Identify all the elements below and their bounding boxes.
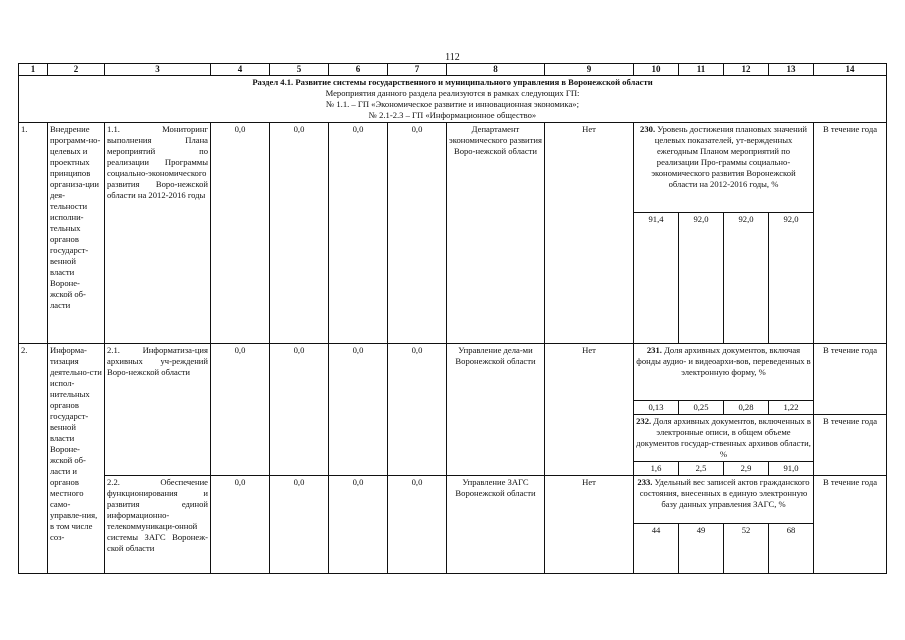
indicator-cell [634, 415, 814, 462]
term-cell: В течение года [814, 476, 887, 574]
indicator-value: 49 [679, 524, 724, 574]
indicator-text: Уровень достижения плановых значений целевых показателей, ут-вержденных ежегодным Планом мероприятий по реализации Про-граммы социально-экономического развития Воронежской области на 2012-2016 годы, % [651, 124, 807, 189]
executor-cell: Департамент экономического развития Воро-нежской области [447, 123, 545, 344]
direction-cell: Внедрение программ-но-целевых и проектных принципов организа-ции дея-тельности исполни-тельных органов государст-венной власти Вороне-жской об-ласти [48, 123, 105, 344]
header-cell: 6 [329, 64, 388, 76]
section-title: Раздел 4.1. Развитие системы государственного и муниципального управления в Воронежской области [252, 77, 653, 87]
table-row [19, 344, 887, 401]
indicator-text: Доля архивных документов, включенных в электронные описи, в общем объеме документов государ-ственных архивов области, % [636, 416, 811, 459]
value-cell: 0,0 [329, 123, 388, 344]
funding-cell: Нет [545, 123, 634, 344]
indicator-text: Доля архивных документов, включая фонды аудио- и видеоархи-вов, переведенных в электронную форму, % [636, 345, 811, 377]
header-cell: 11 [679, 64, 724, 76]
measures-table [18, 63, 887, 574]
indicator-number: 233. [637, 477, 653, 487]
indicator-text: Удельный вес записей актов гражданского состояния, внесенных в единую электронную базу данных управления ЗАГС, % [639, 477, 810, 509]
indicator-value: 92,0 [769, 213, 814, 344]
value-cell: 0,0 [211, 123, 270, 344]
funding-cell: Нет [545, 344, 634, 476]
header-cell: 9 [545, 64, 634, 76]
indicator-value: 2,5 [679, 462, 724, 476]
value-cell: 0,0 [270, 123, 329, 344]
section-header [19, 76, 887, 123]
indicator-value: 92,0 [724, 213, 769, 344]
indicator-value: 92,0 [679, 213, 724, 344]
table-row [19, 476, 887, 524]
term-cell: В течение года [814, 415, 887, 476]
indicator-value: 44 [634, 524, 679, 574]
activity-cell: 2.1. Информатиза-ция архивных уч-реждений Воро-нежской области [105, 344, 211, 476]
indicator-cell [634, 476, 814, 524]
term-cell: В течение года [814, 344, 887, 415]
value-cell: 0,0 [329, 344, 388, 476]
indicator-value: 52 [724, 524, 769, 574]
funding-cell: Нет [545, 476, 634, 574]
section-line: Мероприятия данного раздела реализуются в рамках следующих ГП: [325, 88, 580, 98]
table-row [19, 123, 887, 213]
header-cell: 7 [388, 64, 447, 76]
section-row [19, 76, 887, 123]
indicator-value: 0,28 [724, 401, 769, 415]
value-cell: 0,0 [270, 344, 329, 476]
header-cell: 13 [769, 64, 814, 76]
header-row [19, 64, 887, 76]
indicator-number: 230. [640, 124, 656, 134]
header-cell: 8 [447, 64, 545, 76]
indicator-value: 91,4 [634, 213, 679, 344]
page-number: 112 [445, 52, 460, 63]
header-cell: 2 [48, 64, 105, 76]
indicator-cell [634, 344, 814, 401]
value-cell: 0,0 [270, 476, 329, 574]
value-cell: 0,0 [211, 476, 270, 574]
section-line: № 1.1. – ГП «Экономическое развитие и инновационная экономика»; [326, 99, 579, 109]
indicator-value: 0,13 [634, 401, 679, 415]
header-cell: 4 [211, 64, 270, 76]
section-line: № 2.1-2.3 – ГП «Информационное общество» [368, 110, 537, 120]
indicator-value: 2,9 [724, 462, 769, 476]
header-cell: 14 [814, 64, 887, 76]
indicator-number: 232. [636, 416, 652, 426]
indicator-cell [634, 123, 814, 213]
row-number: 1. [19, 123, 48, 344]
indicator-value: 68 [769, 524, 814, 574]
indicator-number: 231. [646, 345, 662, 355]
executor-cell: Управление ЗАГС Воронежской области [447, 476, 545, 574]
row-number: 2. [19, 344, 48, 574]
value-cell: 0,0 [388, 476, 447, 574]
header-cell: 3 [105, 64, 211, 76]
value-cell: 0,0 [388, 344, 447, 476]
header-cell: 12 [724, 64, 769, 76]
activity-cell: 1.1. Мониторинг выполнения Плана мероприятий по реализации Программы социально-экономического развития Воро-нежской области на 2012-2016 годы [105, 123, 211, 344]
header-cell: 10 [634, 64, 679, 76]
value-cell: 0,0 [211, 344, 270, 476]
value-cell: 0,0 [388, 123, 447, 344]
header-cell: 1 [19, 64, 48, 76]
executor-cell: Управление дела-ми Воронежской области [447, 344, 545, 476]
indicator-value: 1,6 [634, 462, 679, 476]
indicator-value: 0,25 [679, 401, 724, 415]
activity-cell: 2.2. Обеспечение функционирования и развития единой информационно-телекоммуникаци-онной системы ЗАГС Воронеж-ской области [105, 476, 211, 574]
direction-cell: Информа-тизация деятельно-сти испол-нительных органов государст-венной власти Вороне-жской об-ласти и органов местного само-управле-ния, в том числе соз- [48, 344, 105, 574]
indicator-value: 1,22 [769, 401, 814, 415]
indicator-value: 91,0 [769, 462, 814, 476]
term-cell: В течение года [814, 123, 887, 344]
value-cell: 0,0 [329, 476, 388, 574]
header-cell: 5 [270, 64, 329, 76]
